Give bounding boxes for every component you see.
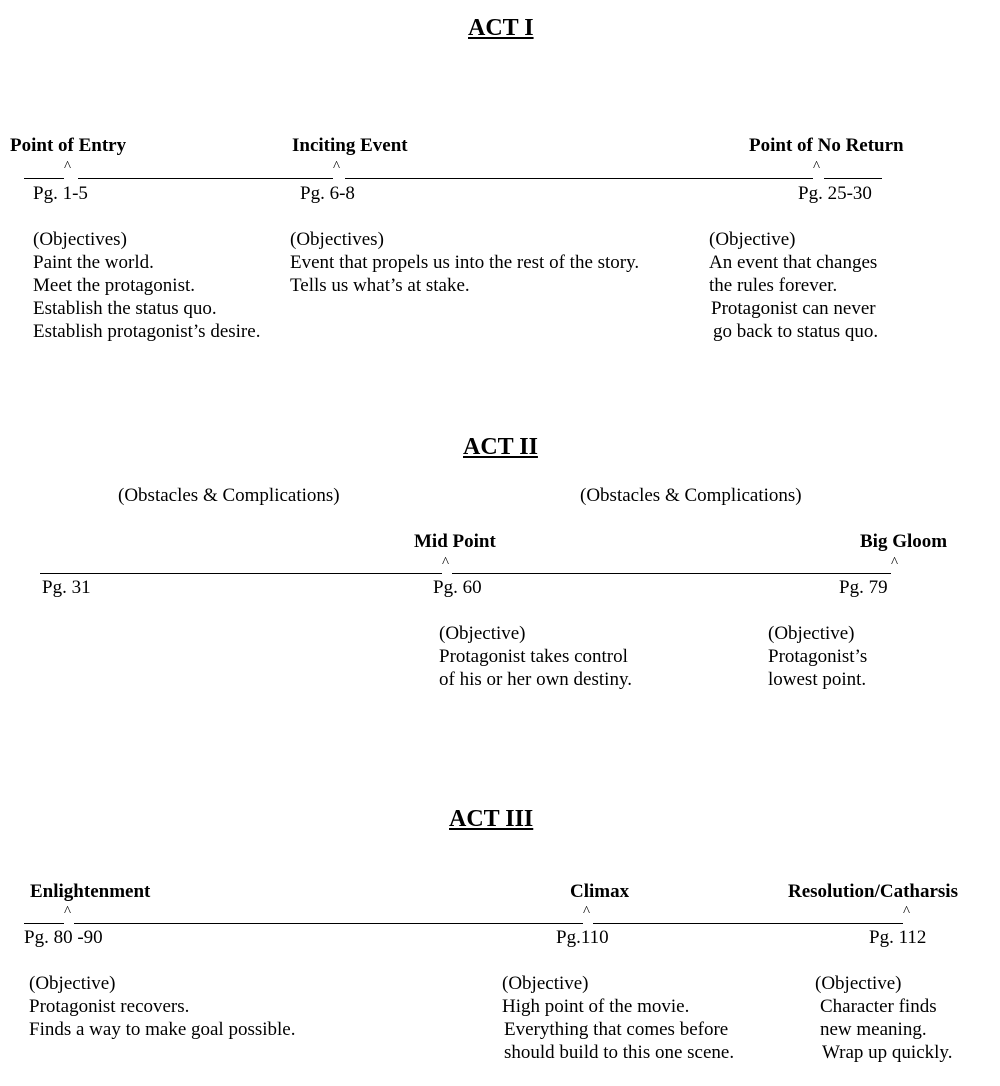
- act-2-title: ACT II: [463, 434, 538, 460]
- page-range: Pg. 25-30: [798, 183, 872, 204]
- objective-line: Character finds: [820, 996, 937, 1017]
- caret-icon: ^: [442, 555, 450, 571]
- objectives-block: [815, 972, 952, 1064]
- objectives-block: [709, 228, 878, 343]
- timeline-line: [824, 178, 882, 179]
- objective-line: Wrap up quickly.: [822, 1042, 953, 1063]
- objective-line: go back to status quo.: [713, 321, 879, 342]
- objective-line: Protagonist’s: [768, 646, 868, 667]
- timeline-line: [24, 178, 64, 179]
- obstacles-label: (Obstacles & Complications): [580, 485, 802, 506]
- objectives-block: [290, 228, 639, 297]
- caret-icon: ^: [583, 904, 591, 920]
- act-1-title: ACT I: [468, 15, 534, 41]
- caret-icon: ^: [64, 904, 72, 920]
- page-range: Pg. 60: [433, 577, 482, 598]
- caret-icon: ^: [813, 159, 821, 175]
- objectives-block: [502, 972, 734, 1064]
- resolution-catharsis-label: Resolution/Catharsis: [788, 881, 958, 902]
- page-range: Pg. 6-8: [300, 183, 355, 204]
- page-range: Pg. 31: [42, 577, 91, 598]
- timeline-line: [24, 923, 64, 924]
- objectives-heading: (Objective): [29, 973, 116, 994]
- objective-line: Finds a way to make goal possible.: [29, 1019, 296, 1040]
- point-of-no-return-label: Point of No Return: [749, 135, 904, 156]
- big-gloom-label: Big Gloom: [860, 531, 948, 552]
- caret-icon: ^: [333, 159, 341, 175]
- objectives-block: [439, 622, 632, 691]
- objectives-block: [768, 622, 867, 691]
- mid-point-label: Mid Point: [414, 531, 496, 552]
- inciting-event-label: Inciting Event: [292, 135, 408, 156]
- caret-icon: ^: [891, 555, 899, 571]
- objective-line: the rules forever.: [709, 275, 838, 296]
- timeline-line: [593, 923, 903, 924]
- objectives-block: [29, 972, 296, 1041]
- objective-line: new meaning.: [820, 1019, 927, 1040]
- page-range: Pg.110: [556, 927, 609, 948]
- act-3-title: ACT III: [449, 806, 534, 832]
- objective-line: Everything that comes before: [504, 1019, 729, 1040]
- objectives-heading: (Objectives): [290, 229, 384, 250]
- objective-line: Establish the status quo.: [33, 298, 217, 319]
- objectives-heading: (Objectives): [33, 229, 127, 250]
- point-of-entry-label: Point of Entry: [10, 135, 127, 156]
- timeline-line: [345, 178, 813, 179]
- page-range: Pg. 1-5: [33, 183, 88, 204]
- timeline-line: [74, 923, 583, 924]
- caret-icon: ^: [903, 904, 911, 920]
- climax-label: Climax: [570, 881, 630, 902]
- objective-line: lowest point.: [768, 669, 867, 690]
- objectives-heading: (Objective): [815, 973, 902, 994]
- objective-line: Tells us what’s at stake.: [290, 275, 470, 296]
- objective-line: Event that propels us into the rest of the story.: [290, 252, 640, 273]
- page-range: Pg. 80 -90: [24, 927, 103, 948]
- objectives-heading: (Objective): [768, 623, 855, 644]
- objective-line: Paint the world.: [33, 252, 154, 273]
- objectives-heading: (Objective): [709, 229, 796, 250]
- enlightenment-label: Enlightenment: [30, 881, 151, 902]
- objective-line: Establish protagonist’s desire.: [33, 321, 261, 342]
- timeline-line: [40, 573, 442, 574]
- objectives-heading: (Objective): [502, 973, 589, 994]
- page-range: Pg. 112: [869, 927, 927, 948]
- timeline-line: [78, 178, 333, 179]
- objectives-block: [33, 228, 260, 343]
- objectives-heading: (Objective): [439, 623, 526, 644]
- objective-line: Protagonist can never: [711, 298, 876, 319]
- objective-line: Protagonist recovers.: [29, 996, 190, 1017]
- objective-line: Meet the protagonist.: [33, 275, 195, 296]
- objective-line: An event that changes: [709, 252, 878, 273]
- objective-line: should build to this one scene.: [504, 1042, 735, 1063]
- obstacles-label: (Obstacles & Complications): [118, 485, 340, 506]
- objective-line: of his or her own destiny.: [439, 669, 632, 690]
- objective-line: High point of the movie.: [502, 996, 690, 1017]
- page-range: Pg. 79: [839, 577, 888, 598]
- timeline-line: [452, 573, 891, 574]
- caret-icon: ^: [64, 159, 72, 175]
- objective-line: Protagonist takes control: [439, 646, 628, 667]
